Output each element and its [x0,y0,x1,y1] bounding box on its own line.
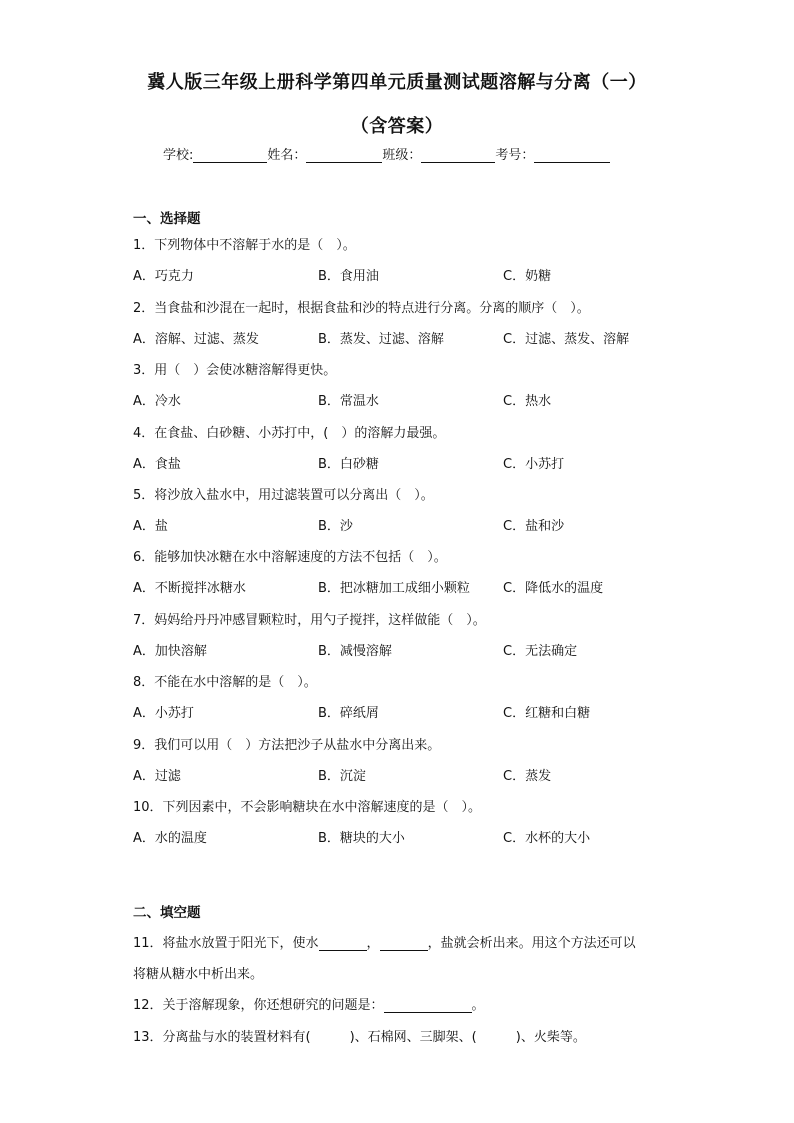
option-b: B．把冰糖加工成细小颗粒 [318,581,470,596]
class-blank [421,148,495,163]
question-options [133,765,693,785]
option-c: C．热水 [503,394,552,409]
option-b: B．食用油 [318,269,379,284]
question-stem: 8．不能在水中溶解的是（ ）。 [133,675,317,690]
name-blank [306,148,382,163]
q11-part-a: 11．将盐水放置于阳光下，使水 [133,936,319,951]
answer-blank[interactable] [319,936,367,951]
option-b: B．常温水 [318,394,379,409]
option-c: C．蒸发 [503,769,552,784]
q11-part-b: ， [366,936,380,951]
question-options [133,702,693,722]
question-options [133,390,693,410]
question-stem: 10．下列因素中，不会影响糖块在水中溶解速度的是（ ）。 [133,800,482,815]
question-stem: 2．当食盐和沙混在一起时，根据食盐和沙的特点进行分离。分离的顺序（ ）。 [133,301,590,316]
class-label: 班级： [382,148,422,163]
section-heading-choice: 一、选择题 [133,211,201,227]
option-a: A．不断搅拌冰糖水 [133,581,246,596]
option-b: B．减慢溶解 [318,644,392,659]
question-stem: 13．分离盐与水的装置材料有( )、石棉网、三脚架、( )、火柴等。 [133,1030,586,1045]
question-stem: 4．在食盐、白砂糖、小苏打中，( ）的溶解力最强。 [133,426,446,441]
option-a: A．巧克力 [133,269,194,284]
option-a: A．水的温度 [133,831,207,846]
answer-blank[interactable] [384,998,472,1013]
question-options [133,265,693,285]
question-stem: 6．能够加快冰糖在水中溶解速度的方法不包括（ ）。 [133,550,447,565]
question-options [133,577,693,597]
question-stem: 9．我们可以用（ ）方法把沙子从盐水中分离出来。 [133,738,441,753]
question-options [133,453,693,473]
option-a: A．溶解、过滤、蒸发 [133,332,259,347]
question-options [133,328,693,348]
option-b: B．蒸发、过滤、溶解 [318,332,444,347]
option-b: B．碎纸屑 [318,706,379,721]
option-c: C．水杯的大小 [503,831,591,846]
option-b: B．糖块的大小 [318,831,405,846]
option-b: B．沙 [318,519,353,534]
option-c: C．小苏打 [503,457,565,472]
q11-part-c: ，盐就会析出来。用这个方法还可以 [427,936,636,951]
option-c: C．降低水的温度 [503,581,604,596]
section-heading-fill: 二、填空题 [133,905,201,921]
page-subtitle: （含答案） [350,116,444,137]
answer-blank[interactable] [380,936,428,951]
exam-no-blank [534,148,610,163]
student-info-row [163,144,610,163]
question-stem-continued: 将糖从糖水中析出来。 [133,967,264,982]
exam-no-label: 考号： [495,148,535,163]
q12-part-b: 。 [471,998,485,1013]
option-b: B．白砂糖 [318,457,379,472]
question-stem [133,994,485,1013]
question-stem [133,932,636,951]
option-c: C．奶糖 [503,269,552,284]
option-a: A．过滤 [133,769,181,784]
school-label: 学校: [163,148,194,163]
option-a: A．加快溶解 [133,644,207,659]
name-label: 姓名： [267,148,307,163]
school-blank [193,148,267,163]
question-options [133,640,693,660]
option-a: A．冷水 [133,394,181,409]
option-a: A．盐 [133,519,168,534]
question-stem: 5．将沙放入盐水中，用过滤装置可以分离出（ ）。 [133,488,434,503]
question-options [133,827,693,847]
option-a: A．小苏打 [133,706,194,721]
question-stem: 7．妈妈给丹丹冲感冒颗粒时，用勺子搅拌，这样做能（ ）。 [133,613,486,628]
option-a: A．食盐 [133,457,181,472]
question-options [133,515,693,535]
option-c: C．盐和沙 [503,519,565,534]
q12-part-a: 12．关于溶解现象，你还想研究的问题是： [133,998,384,1013]
page-title: 冀人版三年级上册科学第四单元质量测试题溶解与分离（一） [147,72,647,93]
question-stem: 3．用（ ）会使冰糖溶解得更快。 [133,363,337,378]
option-c: C．无法确定 [503,644,578,659]
option-c: C．过滤、蒸发、溶解 [503,332,630,347]
question-stem: 1．下列物体中不溶解于水的是（ ）。 [133,238,356,253]
option-b: B．沉淀 [318,769,366,784]
option-c: C．红糖和白糖 [503,706,591,721]
